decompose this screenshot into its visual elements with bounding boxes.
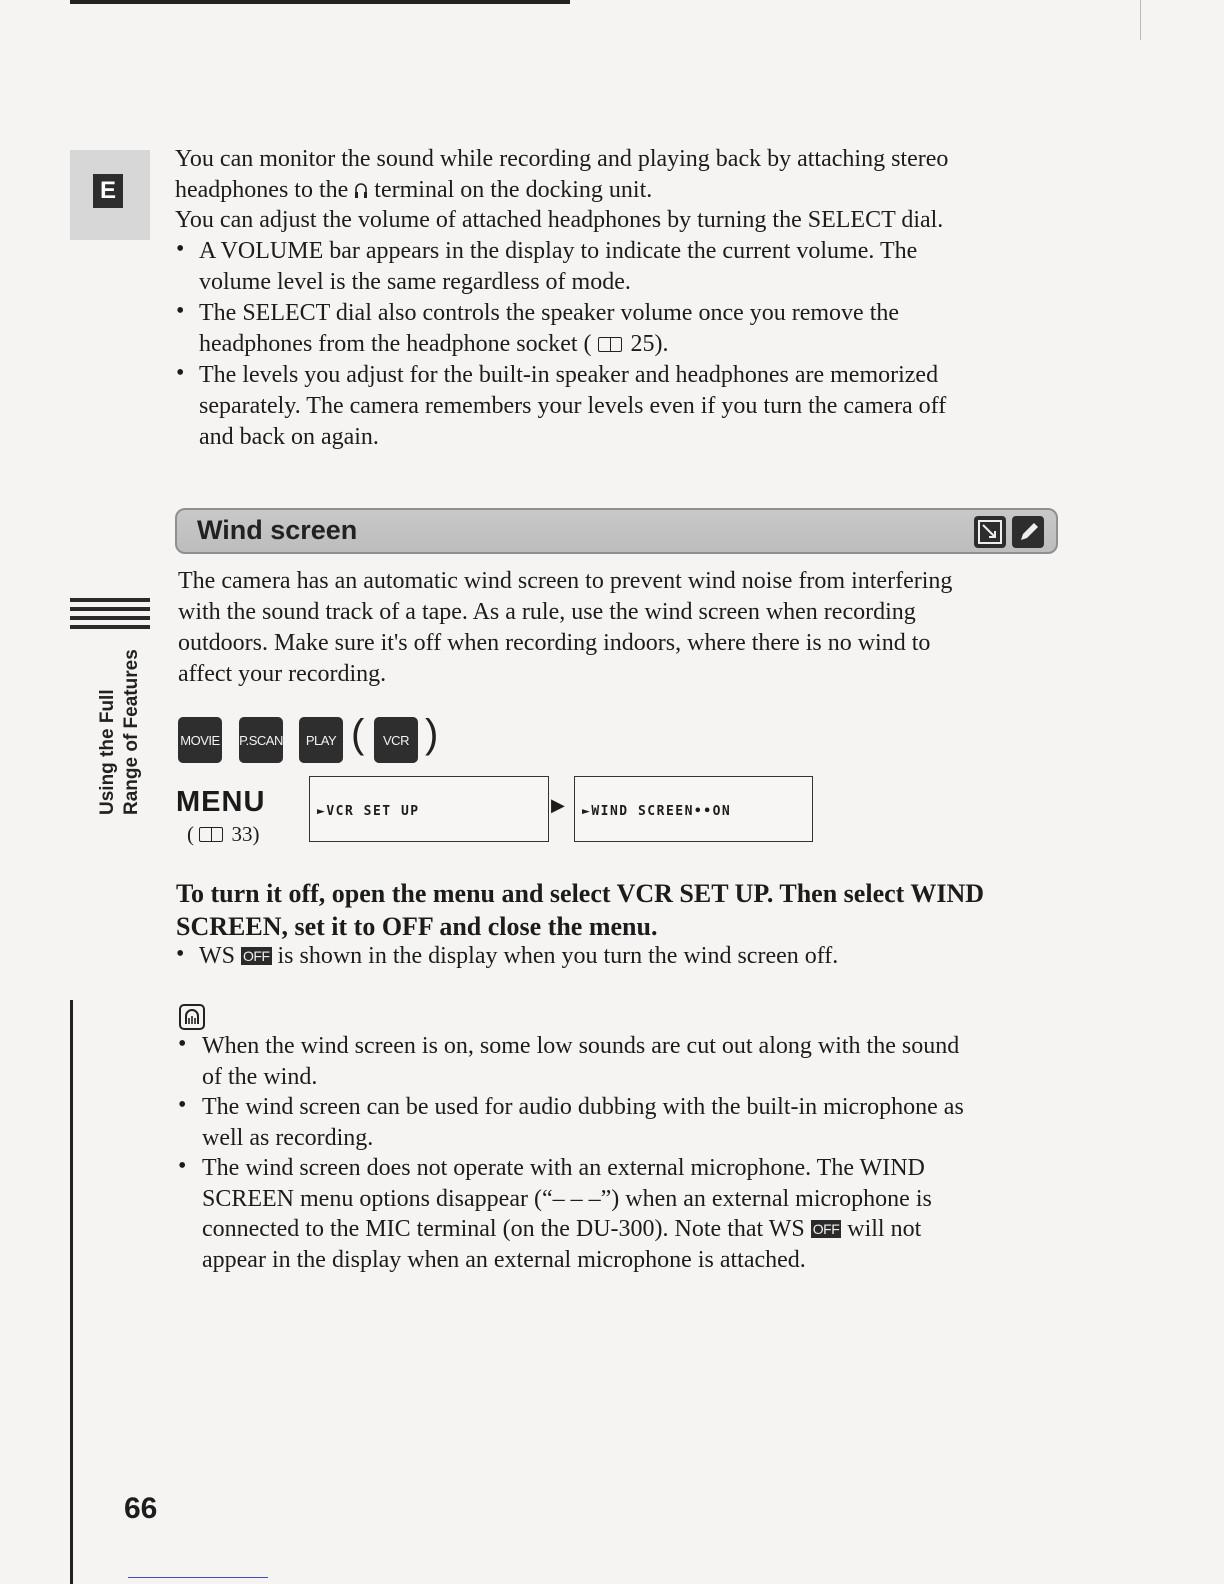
ws-note xyxy=(199,941,838,972)
side-tab-lines xyxy=(70,598,150,634)
bullet-dot: • xyxy=(178,1031,187,1057)
mode-movie-icon: MOVIE xyxy=(178,717,222,763)
note-2-line-2: well as recording. xyxy=(202,1125,374,1151)
tape-mode-glyph xyxy=(974,516,1006,548)
intro-line-2-post: terminal on the docking unit. xyxy=(374,177,653,203)
section-line-1: The camera has an automatic wind screen to prevent wind noise from interfering xyxy=(178,568,953,594)
paren-open: ( xyxy=(351,712,365,756)
bullet-dot: • xyxy=(176,236,185,262)
page-reference: 25). xyxy=(630,331,669,357)
bullet-1-line-2: volume level is the same regardless of mode. xyxy=(199,269,631,295)
off-badge: OFF xyxy=(243,948,270,964)
menu-step-arrow-icon: ▶ xyxy=(551,795,565,816)
pen-glyph xyxy=(1012,516,1044,548)
page-edge xyxy=(1140,0,1141,40)
page-number: 66 xyxy=(124,1492,158,1525)
instruction-line-1: To turn it off, open the menu and select VCR SET UP. Then select WIND xyxy=(176,879,985,908)
side-line xyxy=(70,625,150,629)
note-3-line-1: The wind screen does not operate with an external microphone. The WIND xyxy=(202,1155,925,1181)
bullet-2-line-2 xyxy=(199,329,669,360)
intro-line-3: You can adjust the volume of attached headphones by turning the SELECT dial. xyxy=(175,207,944,233)
language-letter: E xyxy=(93,174,123,208)
bullet-dot: • xyxy=(178,1092,187,1118)
note-1-line-1: When the wind screen is on, some low sounds are cut out along with the sound xyxy=(202,1033,960,1059)
menu-ref-open: ( xyxy=(187,822,194,846)
section-line-3: outdoors. Make sure it's off when recording indoors, where there is no wind to xyxy=(178,630,931,656)
ws-note-pre: WS xyxy=(199,943,235,969)
note-3-line-3-post: will not xyxy=(847,1216,922,1242)
headphone-icon xyxy=(354,180,368,200)
ws-note-post: is shown in the display when you turn the wind screen off. xyxy=(277,943,839,969)
pen-icon xyxy=(1012,516,1044,548)
note-3-line-3-pre: connected to the MIC terminal (on the DU-300). Note that WS xyxy=(202,1216,805,1242)
off-badge: OFF xyxy=(812,1221,840,1237)
side-line xyxy=(70,598,150,602)
bullet-dot: • xyxy=(176,360,185,386)
bullet-dot: • xyxy=(176,941,185,967)
top-rule xyxy=(70,0,570,4)
mode-play-icon: PLAY xyxy=(299,717,343,763)
menu-label: MENU xyxy=(176,786,266,818)
menu-ref-page: 33) xyxy=(231,822,260,846)
book-icon xyxy=(598,337,622,352)
intro-line-2-pre: headphones to the xyxy=(175,177,349,203)
note-3-line-4: appear in the display when an external microphone is attached. xyxy=(202,1247,806,1273)
bullet-2-line-2-text: headphones from the headphone socket ( xyxy=(199,331,592,357)
bullet-dot: • xyxy=(178,1153,187,1179)
instruction-heading xyxy=(176,877,984,943)
section-line-2: with the sound track of a tape. As a rule, use the wind screen when recording xyxy=(178,599,916,625)
paren-close: ) xyxy=(425,712,439,756)
note-2-line-1: The wind screen can be used for audio dubbing with the built-in microphone as xyxy=(202,1094,964,1120)
bullet-dot: • xyxy=(176,298,185,324)
side-tab-label-2: Range of Features xyxy=(121,649,142,815)
side-line xyxy=(70,616,150,620)
tape-mode-icon xyxy=(974,516,1006,548)
menu-reference xyxy=(187,822,260,847)
section-title: Wind screen xyxy=(197,515,358,545)
note-icon xyxy=(178,1003,206,1031)
note-3-line-3 xyxy=(202,1214,921,1245)
section-header-bar xyxy=(175,508,1058,554)
bottom-rule xyxy=(128,1577,268,1578)
mode-pscan-icon: P.SCAN xyxy=(239,717,283,763)
intro-line-1: You can monitor the sound while recording and playing back by attaching stereo xyxy=(175,146,949,172)
side-tab-label xyxy=(96,649,144,815)
bullet-2-line-1: The SELECT dial also controls the speaker volume once you remove the xyxy=(199,300,900,326)
instruction-line-2: SCREEN, set it to OFF and close the menu. xyxy=(176,912,658,941)
intro-line-2 xyxy=(175,175,652,206)
mode-vcr-icon: VCR xyxy=(374,717,418,763)
note-1-line-2: of the wind. xyxy=(202,1064,318,1090)
note-3-line-2: SCREEN menu options disappear (“– – –”) when an external microphone is xyxy=(202,1186,932,1212)
side-tab-label-1: Using the Full xyxy=(97,689,118,815)
book-icon xyxy=(199,827,223,842)
binding-edge xyxy=(70,1000,73,1584)
bullet-3-line-3: and back on again. xyxy=(199,424,379,450)
bullet-1-line-1: A VOLUME bar appears in the display to indicate the current volume. The xyxy=(199,238,918,264)
side-line xyxy=(70,607,150,611)
bullet-3-line-1: The levels you adjust for the built-in speaker and headphones are memorized xyxy=(199,362,939,388)
menu-screen-vcr-setup: ►VCR SET UP xyxy=(309,776,549,842)
section-line-4: affect your recording. xyxy=(178,661,387,687)
bullet-3-line-2: separately. The camera remembers your levels even if you turn the camera off xyxy=(199,393,947,419)
menu-screen-wind-screen: ►WIND SCREEN••ON xyxy=(574,776,813,842)
